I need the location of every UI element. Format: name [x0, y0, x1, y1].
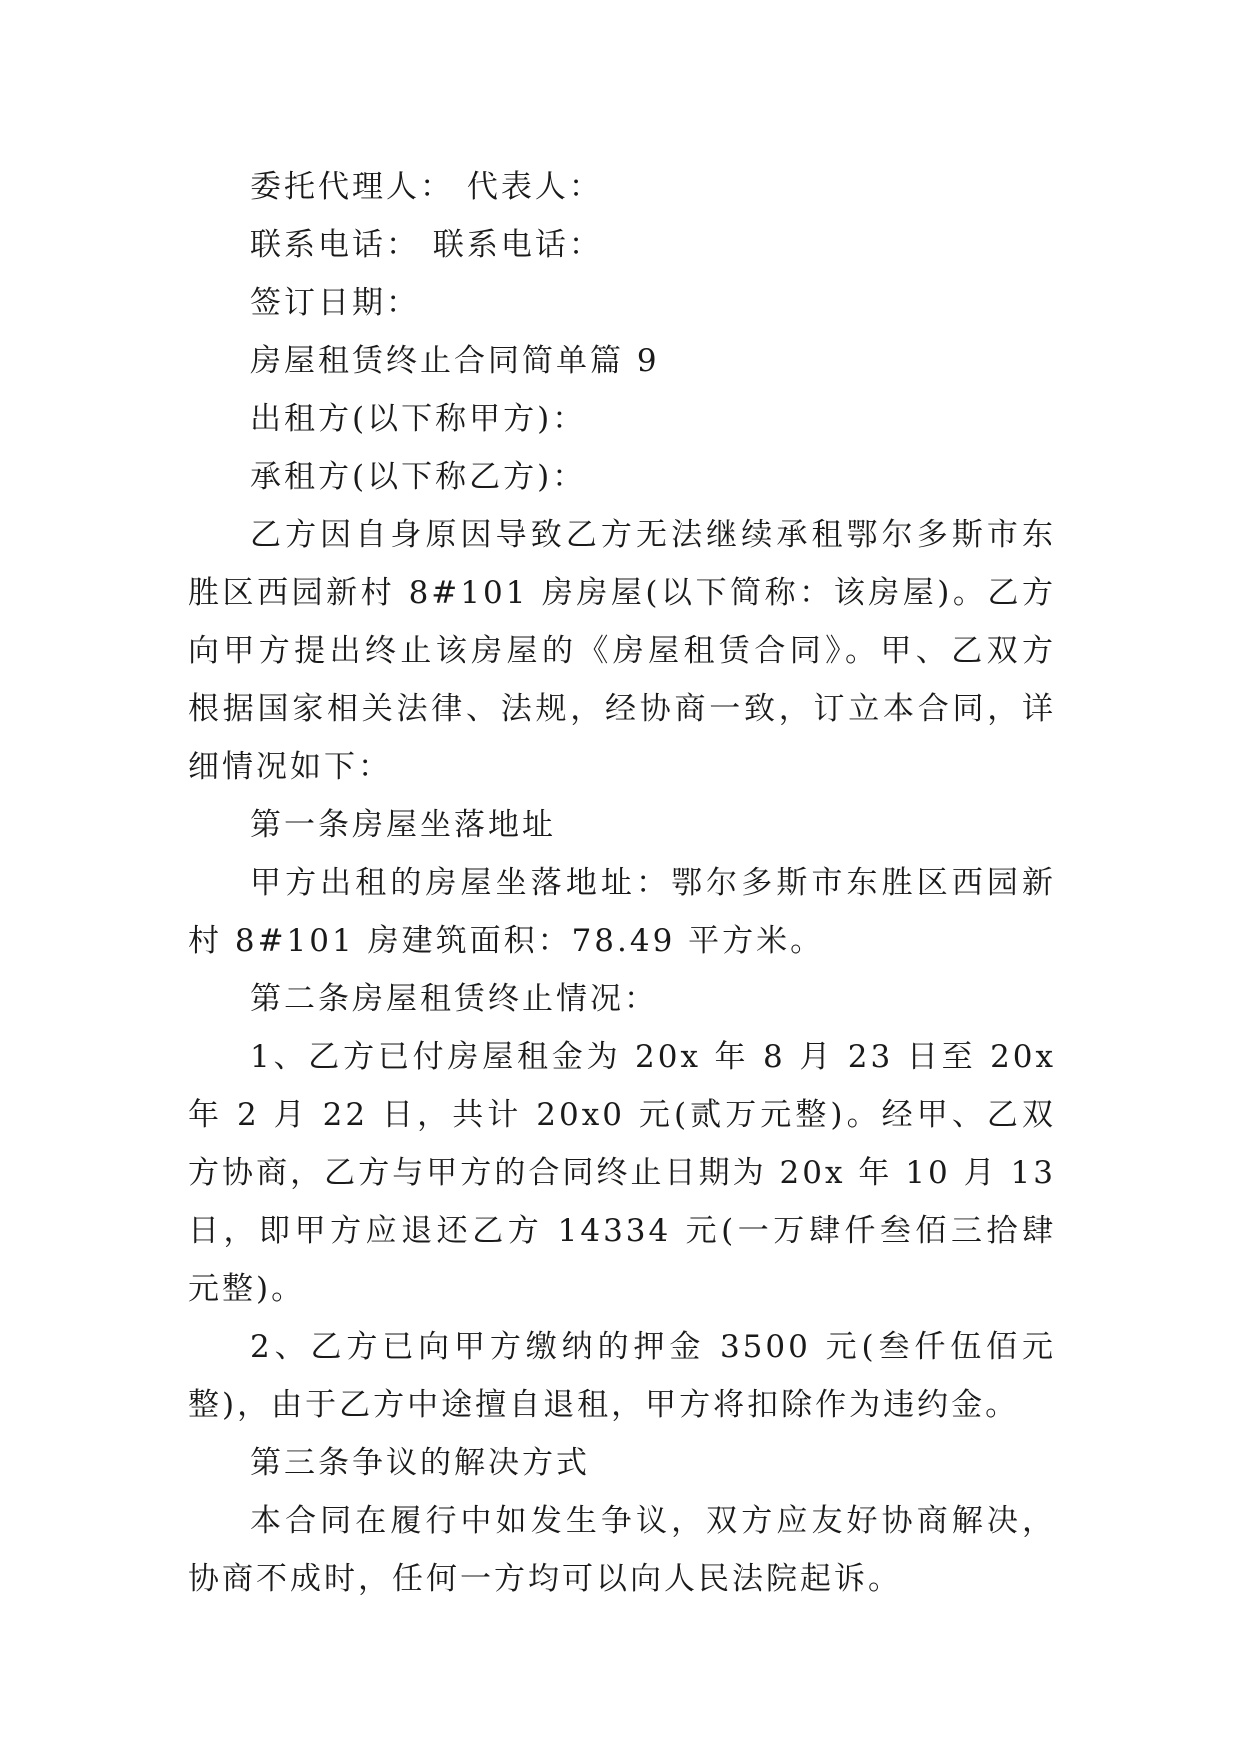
article-2-heading: 第二条房屋租赁终止情况：: [250, 981, 658, 1017]
document-body: [188, 158, 1056, 1608]
article-3-body: 本合同在履行中如发生争议，双方应友好协商解决，协商不成时，任何一方均可以向人民法院起诉。: [188, 1503, 1056, 1597]
article-1-heading: 第一条房屋坐落地址: [250, 807, 556, 843]
lessor-line: 出租方(以下称甲方)：: [250, 401, 587, 437]
section-title: 房屋租赁终止合同简单篇 9: [250, 343, 660, 379]
article-2-item-2: 2、乙方已向甲方缴纳的押金 3500 元(叁仟伍佰元整)，由于乙方中途擅自退租，甲方将扣除作为违约金。: [188, 1329, 1056, 1423]
article-1-body: 甲方出租的房屋坐落地址：鄂尔多斯市东胜区西园新村 8#101 房建筑面积：78.49 平方米。: [188, 865, 1056, 959]
intro-paragraph: 乙方因自身原因导致乙方无法继续承租鄂尔多斯市东胜区西园新村 8#101 房房屋(以下简称：该房屋)。乙方向甲方提出终止该房屋的《房屋租赁合同》。甲、乙双方根据国家相关法律、法规，经协商一致，订立本合同，详细情况如下：: [188, 517, 1056, 785]
article-3-heading: 第三条争议的解决方式: [250, 1445, 590, 1481]
phone-line: 联系电话： 联系电话：: [250, 227, 603, 263]
article-2-item-1: 1、乙方已付房屋租金为 20x 年 8 月 23 日至 20x 年 2 月 22 日，共计 20x0 元(贰万元整)。经甲、乙双方协商，乙方与甲方的合同终止日期为 20x 年 10 月 13 日，即甲方应退还乙方 14334 元(一万肆仟叁佰三拾肆元整)。: [188, 1039, 1056, 1307]
lessee-line: 承租方(以下称乙方)：: [250, 459, 587, 495]
agent-line: 委托代理人： 代表人：: [250, 169, 603, 205]
signing-date-line: 签订日期：: [250, 285, 420, 321]
